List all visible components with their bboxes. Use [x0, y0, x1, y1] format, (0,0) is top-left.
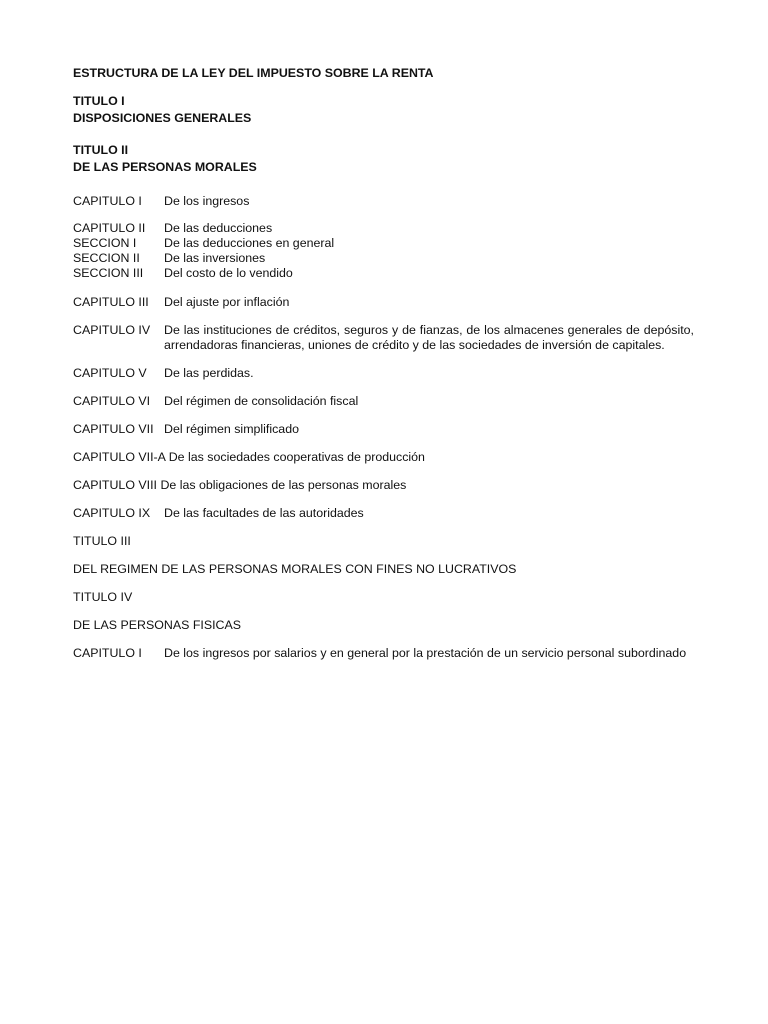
capitulo-label: CAPITULO IV — [73, 323, 151, 337]
capitulo-label: CAPITULO VII — [73, 422, 154, 436]
titulo-1-name: DISPOSICIONES GENERALES — [73, 111, 252, 125]
capitulo-row-t2-5 — [73, 366, 694, 381]
titulo-1-heading — [73, 94, 694, 126]
capitulo-row-t2-7a — [73, 450, 694, 465]
capitulo-text: De las perdidas. — [164, 366, 254, 380]
capitulo-label: CAPITULO V — [73, 366, 147, 380]
capitulo-row-t2-4 — [73, 323, 694, 353]
seccion-text: De las inversiones — [164, 251, 266, 265]
seccion-text: Del costo de lo vendido — [164, 266, 293, 280]
capitulo-label: CAPITULO VI — [73, 394, 151, 408]
capitulo-row-t2-7 — [73, 422, 694, 437]
capitulo-row-t2-9 — [73, 506, 694, 521]
titulo-2-name: DE LAS PERSONAS MORALES — [73, 160, 257, 174]
titulo-2-heading — [73, 143, 694, 175]
capitulo-text: Del ajuste por inflación — [164, 295, 290, 309]
seccion-row-2 — [73, 251, 694, 266]
document-title: ESTRUCTURA DE LA LEY DEL IMPUESTO SOBRE LA RENTA — [73, 66, 434, 80]
seccion-label: SECCION III — [73, 266, 144, 280]
capitulo-label: CAPITULO VII-A — [73, 450, 166, 464]
capitulo-text: De las deducciones — [164, 221, 273, 235]
capitulo-label: CAPITULO II — [73, 221, 146, 235]
capitulo-label: CAPITULO IX — [73, 506, 151, 520]
seccion-label: SECCION II — [73, 251, 140, 265]
capitulo-row-t2-1 — [73, 194, 694, 209]
capitulo-row-t2-6 — [73, 394, 694, 409]
capitulo-text: De los ingresos por salarios y en general por la prestación de un servicio personal subordinado — [164, 646, 687, 660]
capitulo-row-t2-2 — [73, 221, 694, 236]
capitulo-text: Del régimen simplificado — [164, 422, 299, 436]
capitulo-text: De los ingresos — [164, 194, 250, 208]
titulo-4-name: DE LAS PERSONAS FISICAS — [73, 618, 242, 632]
capitulo-row-t4-1 — [73, 646, 694, 661]
capitulo-text: Del régimen de consolidación fiscal — [164, 394, 359, 408]
seccion-text: De las deducciones en general — [164, 236, 335, 250]
capitulo-label: CAPITULO VIII — [73, 478, 157, 492]
titulo-1-number: TITULO I — [73, 94, 125, 108]
capitulo-group-t2-2 — [73, 221, 694, 281]
capitulo-label: CAPITULO III — [73, 295, 149, 309]
capitulo-text: De las obligaciones de las personas morales — [160, 478, 407, 492]
seccion-label: SECCION I — [73, 236, 137, 250]
capitulo-row-t2-3 — [73, 295, 694, 310]
capitulo-row-t2-8 — [73, 478, 694, 493]
titulo-4-number: TITULO IV — [73, 590, 133, 604]
titulo-3-number: TITULO III — [73, 534, 131, 548]
capitulo-label: CAPITULO I — [73, 646, 142, 660]
capitulo-text: De las facultades de las autoridades — [164, 506, 364, 520]
capitulo-text: De las sociedades cooperativas de producción — [168, 450, 425, 464]
titulo-2-number: TITULO II — [73, 143, 129, 157]
capitulo-label: CAPITULO I — [73, 194, 142, 208]
titulo-3-name: DEL REGIMEN DE LAS PERSONAS MORALES CON FINES NO LUCRATIVOS — [73, 562, 517, 576]
capitulo-text: De las instituciones de créditos, seguros y de fianzas, de los almacenes generales de depósito, arrendadoras financieras, uniones de crédito y de las sociedades de inversión de capitales. — [164, 323, 694, 352]
seccion-row-1 — [73, 236, 694, 251]
seccion-row-3 — [73, 266, 694, 281]
document-page — [73, 66, 694, 661]
